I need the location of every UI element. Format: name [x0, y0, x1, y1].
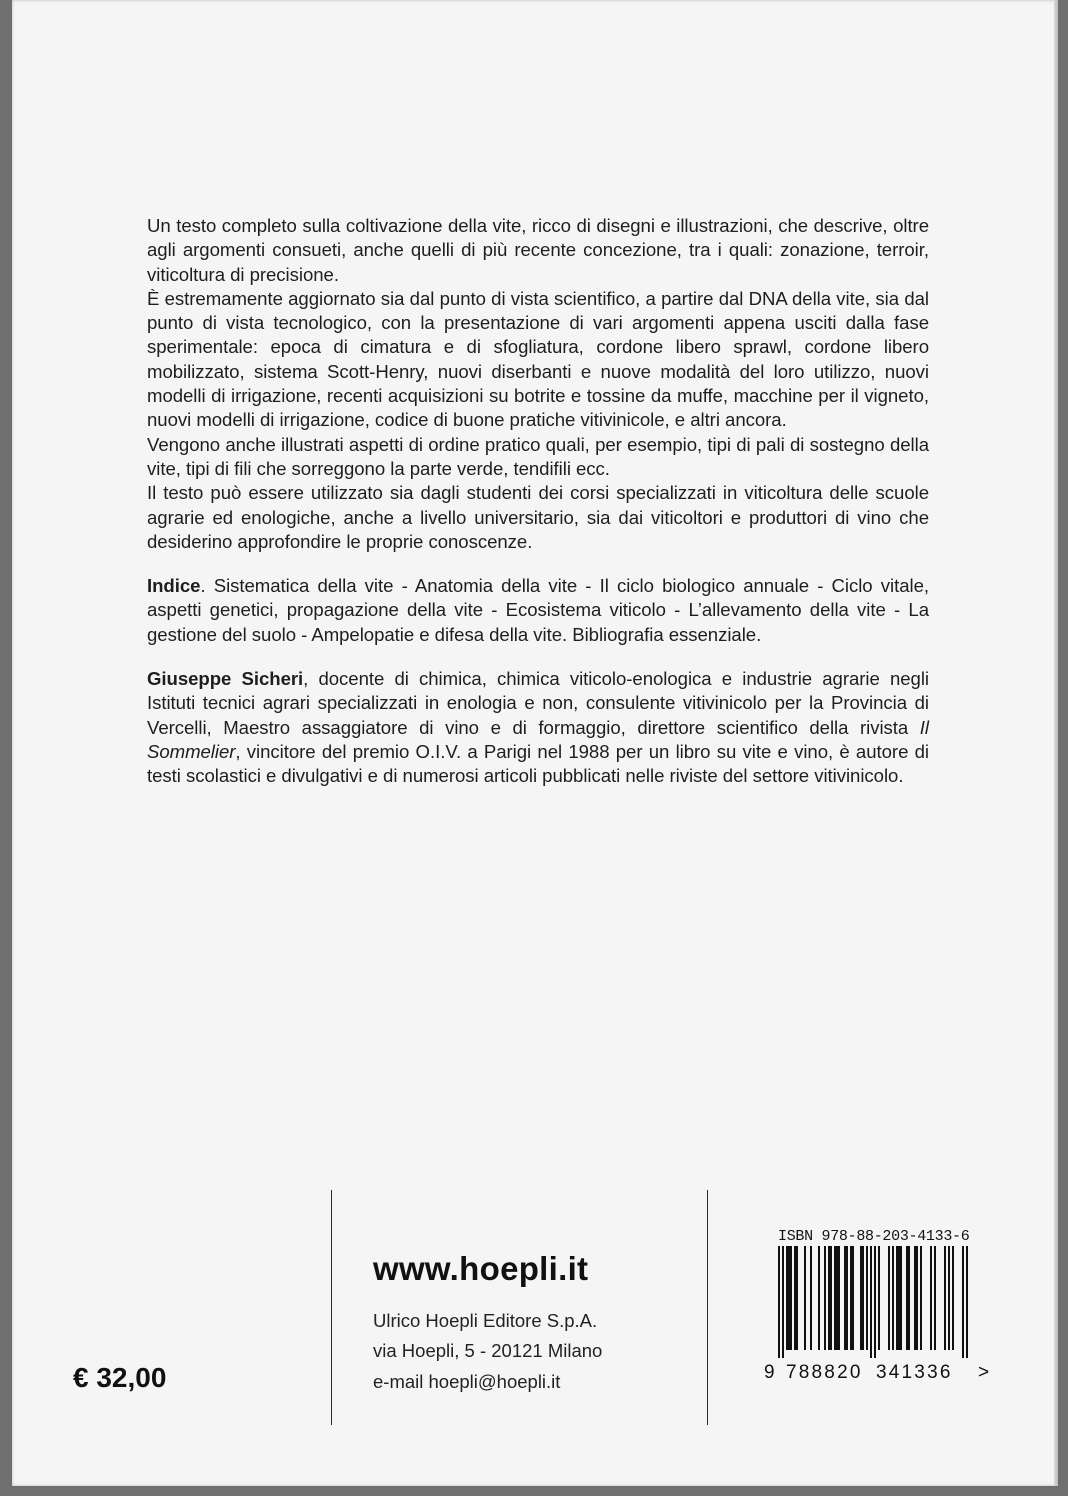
description-paragraph-2: È estremamente aggiornato sia dal punto di vista scientifico, a partire dal DNA della vite, sia dal punto di vista tecnologico, con la presentazione di vari argomenti appena usciti dalla fase sperimentale: epoca di cimatura e di sfogliatura, cordone libero sprawl, cordone libero mobilizzato, sistema Scott-Henry, nuovi diserbanti e nuove modalità del loro utilizzo, nuovi modelli di irrigazione, recenti acquisizioni su botrite e tossine da muffe, macchine per il vigneto, nuovi modelli di irrigazione, codice di buone pratiche vitivinicole, e altri ancora.: [147, 287, 929, 431]
barcode-guard-bar: [870, 1246, 872, 1358]
barcode-bar: [892, 1246, 894, 1350]
barcode-bar: [930, 1246, 932, 1350]
barcode-bar: [920, 1246, 922, 1350]
barcode-bars: [764, 1246, 974, 1360]
ean-left-digits: 788820: [786, 1362, 863, 1383]
barcode-bar: [908, 1246, 910, 1350]
barcode-guard-bar: [874, 1246, 876, 1358]
description-paragraph-1: Un testo completo sulla coltivazione della vite, ricco di disegni e illustrazioni, che descrive, oltre agli argomenti consueti, anche quelli di più recente concezione, tra i quali: zonazione, terroir, viticoltura di precisione.: [147, 215, 929, 285]
barcode-bar: [914, 1246, 916, 1350]
index-text: . Sistematica della vite - Anatomia della vite - Il ciclo biologico annuale - Ciclo vitale, aspetti genetici, propagazione della vite - Ecosistema viticolo - L’allevamento della vite - La gestione del suolo - Ampelopatie e difesa della vite. Bibliografia essenziale.: [147, 575, 929, 645]
barcode-bar: [836, 1246, 838, 1350]
barcode-bar: [934, 1246, 936, 1350]
ean-digits: [764, 1362, 990, 1494]
barcode-bar: [834, 1246, 836, 1350]
barcode-bar: [794, 1246, 796, 1350]
author-bio-part-1: , docente di chimica, chimica viticolo-enologica e industrie agrarie negli Istituti tecnici agrari specializzati in enologia e non, consulente vitivinicolo per la Provincia di Vercelli, Maestro assaggiatore di vino e di formaggio, direttore scientifico della rivista: [147, 668, 929, 738]
barcode-guard-bar: [778, 1246, 780, 1358]
publisher-address: via Hoepli, 5 - 20121 Milano: [373, 1340, 603, 1361]
author-bio-part-2: , vincitore del premio O.I.V. a Parigi nel 1988 per un libro su vite e vino, è autore di testi scolastici e divulgativi e di numerosi articoli pubblicati nelle riviste del settore vitivinicolo.: [147, 740, 929, 787]
barcode-bar: [900, 1246, 902, 1350]
barcode-bar: [952, 1246, 954, 1350]
barcode-bar: [862, 1246, 864, 1350]
barcode-bar: [888, 1246, 890, 1350]
barcode-bar: [846, 1246, 848, 1350]
barcode-bar: [824, 1246, 826, 1350]
price: € 32,00: [73, 1362, 167, 1393]
author-paragraph: [147, 667, 929, 788]
barcode-bar: [810, 1246, 812, 1350]
description-paragraph-4: Il testo può essere utilizzato sia dagli studenti dei corsi specializzati in viticoltura delle scuole agrarie ed enologiche, anche a livello universitario, sia dai viticoltori e produttori di vino che desiderino approfondire le proprie conoscenze.: [147, 482, 929, 552]
book-back-cover: [12, 0, 1058, 1486]
barcode-guard-bar: [966, 1246, 968, 1358]
footer-divider-right: [707, 1190, 708, 1425]
footer-divider-left: [331, 1190, 332, 1425]
barcode-bar: [818, 1246, 820, 1350]
barcode-bar: [866, 1246, 868, 1350]
isbn-label: ISBN 978-88-203-4133-6: [778, 1228, 970, 1245]
index-label: Indice: [147, 575, 201, 597]
ean-first-digit: 9: [764, 1362, 775, 1383]
description-block: [147, 214, 929, 789]
barcode-bar: [896, 1246, 898, 1350]
ean-arrow: >: [978, 1362, 990, 1383]
ean-right-digits: 341336: [876, 1362, 953, 1383]
barcode-bar: [830, 1246, 832, 1350]
publisher-email: e-mail hoepli@hoepli.it: [373, 1371, 561, 1392]
barcode-bar: [906, 1246, 908, 1350]
barcode-guard-bar: [782, 1246, 784, 1358]
publisher-name: Ulrico Hoepli Editore S.p.A.: [373, 1310, 598, 1331]
barcode-bar: [844, 1246, 846, 1350]
barcode-bar: [828, 1246, 830, 1350]
barcode-bar: [838, 1246, 840, 1350]
index-paragraph: [147, 574, 929, 647]
description-paragraph-3: Vengono anche illustrati aspetti di ordine pratico quali, per esempio, tipi di pali di sostegno della vite, tipi di fili che sorreggono la parte verde, tendifili ecc.: [147, 433, 929, 479]
barcode-bar: [850, 1246, 852, 1350]
publisher-website: www.hoepli.it: [373, 1250, 589, 1287]
cover-footer: [12, 1190, 1058, 1430]
barcode-bar: [948, 1246, 950, 1350]
barcode-bar: [898, 1246, 900, 1350]
barcode-bar: [878, 1246, 880, 1350]
author-name: Giuseppe Sicheri: [147, 668, 304, 690]
barcode-bar: [796, 1246, 798, 1350]
barcode-bar: [852, 1246, 854, 1350]
barcode-bar: [916, 1246, 918, 1350]
magazine-title: Il Sommelier: [147, 716, 929, 762]
barcode-bar: [786, 1246, 788, 1350]
barcode-bar: [804, 1246, 806, 1350]
barcode-bar: [860, 1246, 862, 1350]
isbn-barcode: [764, 1228, 1014, 1388]
barcode-bar: [944, 1246, 946, 1350]
barcode-guard-bar: [962, 1246, 964, 1358]
barcode-bar: [790, 1246, 792, 1350]
barcode-bar: [788, 1246, 790, 1350]
